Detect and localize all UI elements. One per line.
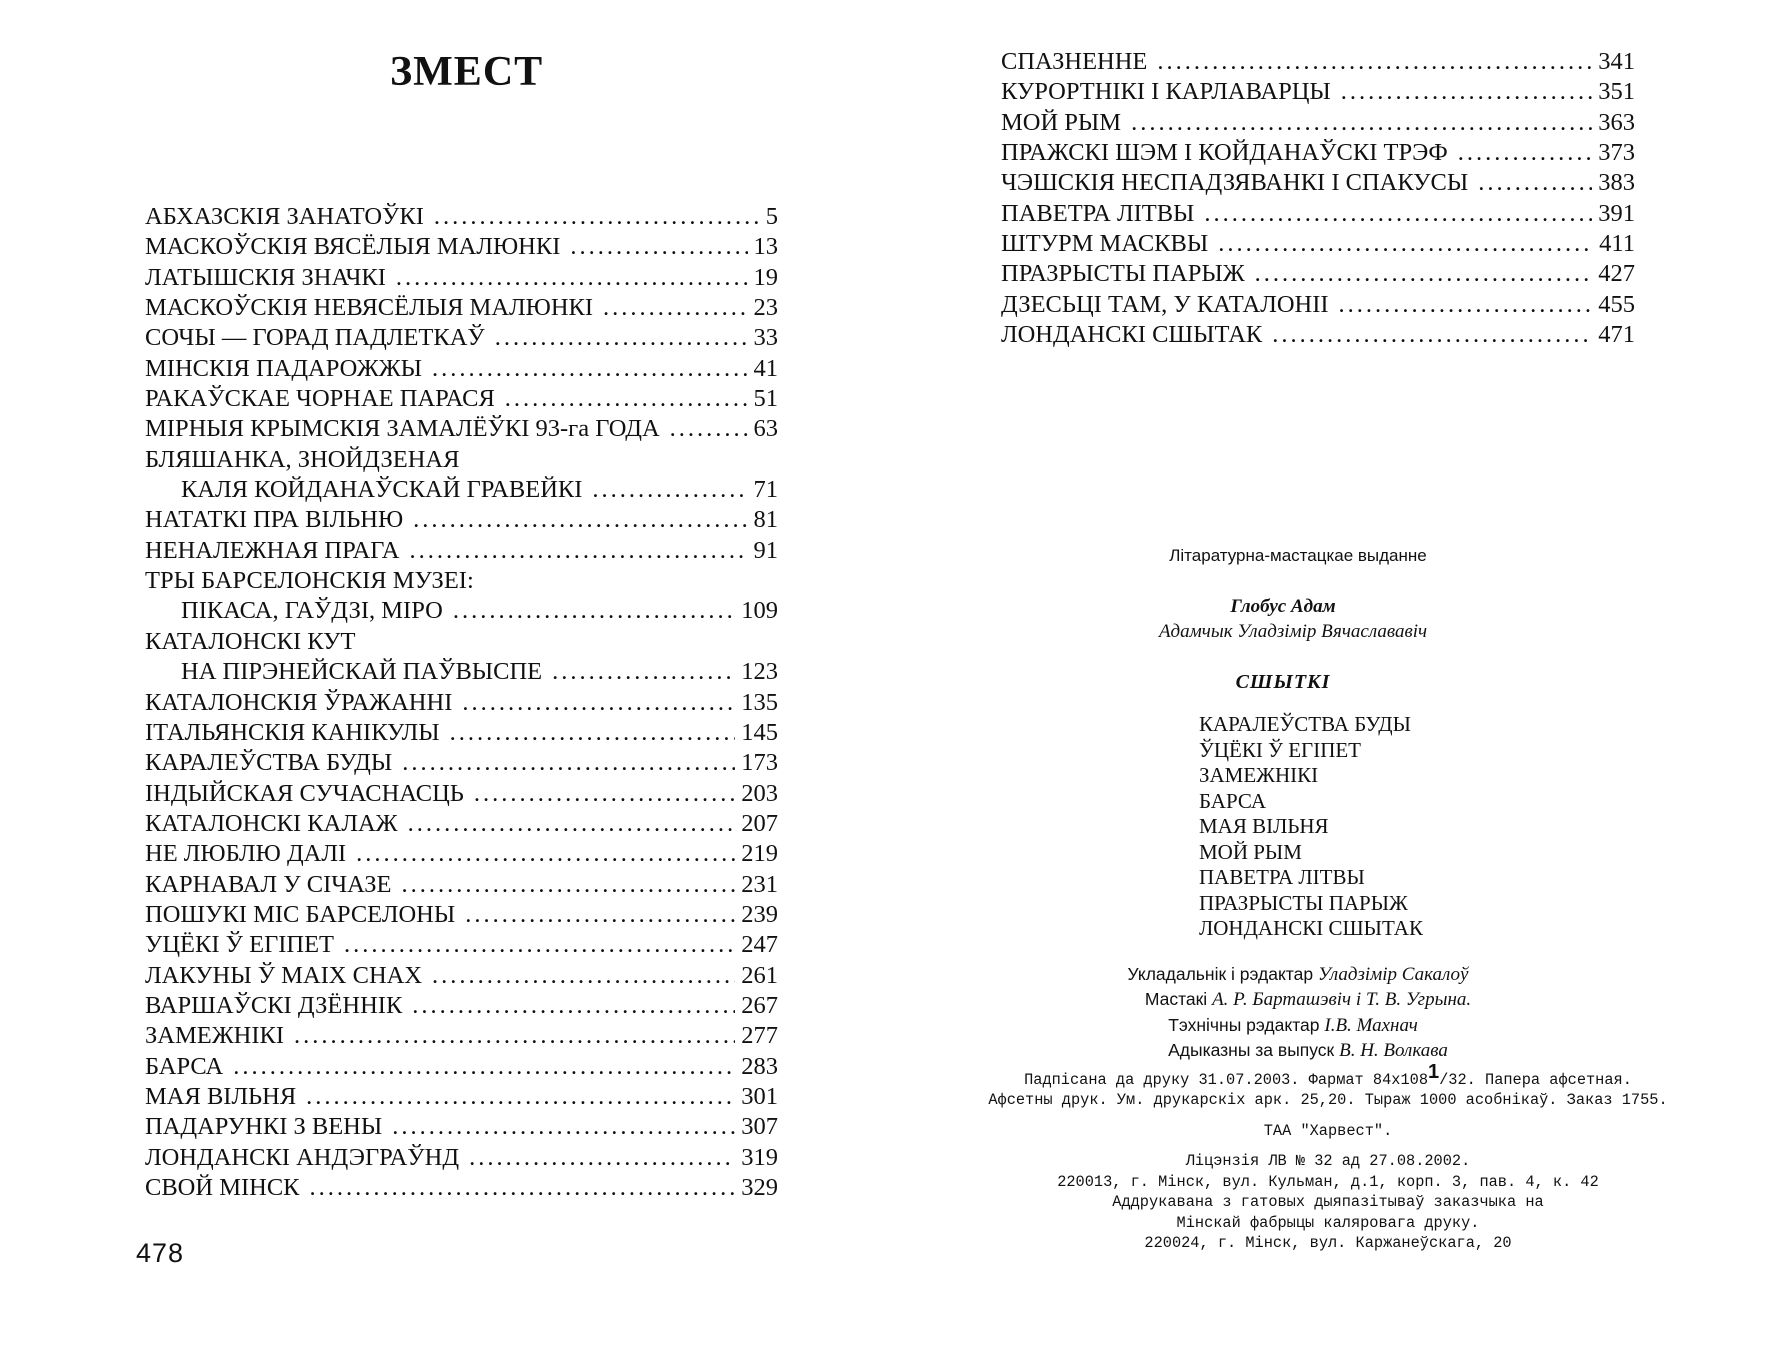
book-contents-list — [1199, 712, 1771, 942]
artists-credit — [845, 987, 1771, 1013]
toc-entry — [145, 688, 778, 718]
toc-entry-page: 283 — [741, 1052, 778, 1080]
credits — [885, 962, 1771, 1064]
publisher-name: ТАА "Харвест". — [1263, 1121, 1393, 1140]
toc-entry — [1001, 290, 1635, 320]
dot-leader — [1255, 259, 1593, 289]
toc-entry-page: 207 — [741, 809, 778, 837]
dot-leader — [450, 718, 736, 748]
toc-entry-title: ШТУРМ МАСКВЫ — [1001, 230, 1209, 258]
toc-entry — [145, 1112, 778, 1142]
page-number: 478 — [136, 1238, 185, 1268]
toc-entry-page: 51 — [753, 385, 778, 413]
dot-leader — [603, 293, 747, 323]
toc-entry-title: УЦЁКІ Ў ЕГІПЕТ — [145, 931, 335, 959]
toc-entry — [145, 718, 778, 748]
toc-entry-page: 5 — [765, 203, 778, 230]
toc-entry-title: АБХАЗСКІЯ ЗАНАТОЎКІ — [145, 203, 424, 230]
toc-entry-title: РАКАЎСКАЕ ЧОРНАЕ ПАРАСЯ — [145, 385, 495, 413]
book-contents-item: МАЯ ВІЛЬНЯ — [1199, 814, 1329, 838]
toc-entry-title: ПОШУКІ МІС БАРСЕЛОНЫ — [145, 900, 456, 928]
dot-leader — [1218, 229, 1593, 259]
print-run: Афсетны друк. Ум. друкарскіх арк. 25,20. Тыраж 1000 асобнікаў. Заказ 1755. — [988, 1091, 1668, 1109]
toc-entry-title: ПАДАРУНКІ З ВЕНЫ — [145, 1113, 383, 1141]
dot-leader — [434, 202, 760, 232]
toc-entry-title: НА ПІРЭНЕЙСКАЙ ПАЎВЫСПЕ — [181, 658, 543, 686]
book-contents-item: МОЙ РЫМ — [1199, 839, 1302, 864]
toc-entry — [145, 263, 778, 293]
toc-entry-title: МАЯ ВІЛЬНЯ — [145, 1082, 297, 1110]
dot-leader — [1339, 290, 1593, 320]
dot-leader — [670, 414, 748, 444]
toc-entry-title: ПРАЖСКІ ШЭМ І КОЙДАНАЎСКІ ТРЭФ — [1001, 139, 1448, 167]
toc-entry-page: 135 — [741, 688, 778, 716]
dot-leader — [505, 384, 748, 414]
toc-entry-title: КАТАЛОНСКІ КУТ — [145, 627, 356, 655]
toc-entry-page: 307 — [741, 1113, 778, 1141]
toc-heading: ЗМЕСТ — [390, 49, 544, 95]
dot-leader — [552, 657, 735, 687]
publication-genre: Літаратурна-мастацкае выданне — [1169, 546, 1427, 565]
toc-entry-title: КАРНАВАЛ У СІЧАЗЕ — [145, 870, 392, 898]
toc-entry-page: 81 — [753, 506, 778, 534]
toc-entry-title: МІНСКІЯ ПАДАРОЖЖЫ — [145, 354, 423, 382]
dot-leader — [233, 1052, 735, 1082]
toc-entry-title: БЛЯШАНКА, ЗНОЙДЗЕНАЯ — [145, 445, 460, 473]
toc-entry — [145, 323, 778, 353]
toc-entry — [145, 627, 778, 688]
toc-entry-page: 33 — [753, 324, 778, 352]
toc-entry-title: КАТАЛОНСКІ КАЛАЖ — [145, 809, 398, 837]
book-contents-item: ПРАЗРЫСТЫ ПАРЫЖ — [1199, 890, 1408, 915]
toc-entry-title: СОЧЫ — ГОРАД ПАДЛЕТКАЎ — [145, 324, 485, 352]
publication-details — [885, 1060, 1771, 1254]
toc-entry-title: ІТАЛЬЯНСКІЯ КАНІКУЛЫ — [145, 718, 440, 746]
toc-entry — [1001, 320, 1635, 350]
toc-entry-page: 427 — [1598, 260, 1635, 288]
dot-leader — [432, 354, 747, 384]
toc-entry-title: ІНДЫЙСКАЯ СУЧАСНАСЦЬ — [145, 779, 464, 807]
toc-entry — [145, 870, 778, 900]
format-fraction: 1 — [1428, 1060, 1440, 1083]
dot-leader — [310, 1173, 736, 1203]
dot-leader — [570, 232, 747, 262]
toc-entry-title: МІРНЫЯ КРЫМСКІЯ ЗАМАЛЁЎКІ 93-га ГОДА — [145, 415, 660, 443]
book-contents-item: ЎЦЁКІ Ў ЕГІПЕТ — [1199, 737, 1362, 762]
toc-entry — [145, 1082, 778, 1112]
author-full-name: Адамчык Уладзімір Вячаслававіч — [1158, 621, 1428, 642]
toc-entry-page: 23 — [753, 294, 778, 322]
signed-for-print — [885, 1060, 1771, 1091]
dot-leader — [474, 779, 735, 809]
toc-entry — [1001, 77, 1635, 107]
toc-entry-page: 373 — [1598, 139, 1635, 167]
dot-leader — [306, 1082, 735, 1112]
dot-leader — [356, 839, 735, 869]
toc-entry-page: 231 — [741, 870, 778, 898]
toc-entry-page: 71 — [753, 476, 778, 504]
toc-entry — [145, 232, 778, 262]
dot-leader — [1272, 320, 1592, 350]
book-contents-item: ЗАМЕЖНІКІ — [1199, 763, 1319, 787]
toc-entry-page: 455 — [1598, 290, 1635, 318]
toc-list-left — [145, 202, 778, 1203]
tech-editor-name: І.В. Махнач — [1324, 1014, 1418, 1036]
book-contents-item: ПАВЕТРА ЛІТВЫ — [1199, 865, 1365, 889]
artists-label: Мастакі — [1144, 989, 1208, 1009]
toc-entry-page: 341 — [1598, 48, 1635, 75]
toc-entry-title: ВАРШАЎСКІ ДЗЁННІК — [145, 991, 403, 1019]
toc-entry-page: 383 — [1598, 169, 1635, 197]
dot-leader — [392, 1112, 735, 1142]
dot-leader — [1131, 108, 1592, 138]
book-contents-item: ЛОНДАНСКІ СШЫТАК — [1199, 916, 1423, 940]
toc-entry — [145, 536, 778, 566]
editor-label: Укладальнік і рэдактар — [1127, 963, 1314, 984]
dot-leader — [408, 809, 736, 839]
toc-entry — [145, 414, 778, 444]
signed-text-end: /32. Папера афсетная. — [1439, 1070, 1632, 1089]
responsible-credit — [845, 1038, 1771, 1064]
artists-names: А. Р. Барташэвіч і Т. В. Угрына. — [1212, 989, 1472, 1010]
dot-leader — [1204, 199, 1592, 229]
printed-by-line-1: Аддрукавана з гатовых дыяпазітываў заказчыка на — [1112, 1193, 1544, 1211]
dot-leader — [495, 323, 748, 353]
toc-entry-title: КАЛЯ КОЙДАНАЎСКАЙ ГРАВЕЙКІ — [181, 476, 583, 504]
toc-entry-title: ЗАМЕЖНІКІ — [145, 1022, 285, 1050]
toc-entry — [145, 1021, 778, 1051]
toc-entry-page: 145 — [741, 718, 778, 746]
toc-entry-title: ЛАТЫШСКІЯ ЗНАЧКІ — [145, 263, 386, 291]
publisher-address: 220013, г. Мінск, вул. Кульман, д.1, корп. 3, пав. 4, к. 42 — [1057, 1172, 1599, 1191]
tech-editor-credit — [815, 1013, 1771, 1039]
license-line: Ліцэнзія ЛВ № 32 ад 27.08.2002. — [1185, 1152, 1471, 1170]
toc-entry-page: 109 — [741, 597, 778, 625]
signed-text: Падпісана да друку 31.07.2003. Фармат 84х108 — [1024, 1070, 1428, 1089]
editor-credit — [825, 962, 1771, 988]
toc-entry-title: КАРАЛЕЎСТВА БУДЫ — [145, 749, 393, 777]
dot-leader — [344, 930, 735, 960]
toc-entry-title: КУРОРТНІКІ І КАРЛАВАРЦЫ — [1001, 78, 1331, 106]
imprint-block — [885, 542, 1771, 1254]
book-title: СШЫТКІ — [1235, 671, 1331, 693]
toc-entry — [145, 961, 778, 991]
toc-entry-title: ЛОНДАНСКІ СШЫТАК — [1001, 321, 1263, 349]
dot-leader — [469, 1143, 735, 1173]
editor-name: Уладзімір Сакалоў — [1317, 963, 1469, 985]
toc-entry — [1001, 138, 1635, 168]
toc-entry — [145, 930, 778, 960]
toc-entry-page: 219 — [741, 840, 778, 868]
dot-leader — [592, 475, 747, 505]
toc-entry — [145, 839, 778, 869]
toc-entry-title: ДЗЕСЬЦІ ТАМ, У КАТАЛОНІІ — [1001, 290, 1329, 318]
toc-entry — [1001, 229, 1635, 259]
left-page — [0, 0, 885, 1356]
toc-entry — [1001, 47, 1635, 77]
toc-entry — [145, 809, 778, 839]
toc-entry-page: 267 — [741, 991, 778, 1019]
right-page — [885, 0, 1771, 1356]
toc-entry-title: МОЙ РЫМ — [1001, 108, 1122, 136]
toc-entry-page: 277 — [741, 1022, 778, 1050]
dot-leader — [294, 1021, 735, 1051]
dot-leader — [402, 748, 735, 778]
toc-entry — [1001, 168, 1635, 198]
toc-entry-page: 329 — [741, 1174, 778, 1201]
dot-leader — [462, 688, 735, 718]
toc-entry-page: 13 — [753, 233, 778, 261]
toc-entry-title: НЕ ЛЮБЛЮ ДАЛІ — [145, 840, 347, 868]
toc-entry — [1001, 199, 1635, 229]
toc-entry-page: 247 — [741, 931, 778, 959]
responsible-name: В. Н. Волкава — [1339, 1040, 1448, 1061]
toc-entry-page: 203 — [741, 779, 778, 807]
dot-leader — [432, 961, 735, 991]
author-pseudonym: Глобус Адам — [1230, 596, 1336, 617]
toc-entry-title: МАСКОЎСКІЯ ВЯСЁЛЫЯ МАЛЮНКІ — [145, 233, 561, 261]
dot-leader — [413, 505, 747, 535]
toc-entry — [145, 566, 778, 627]
toc-entry-title: ЛАКУНЫ Ў МАІХ СНАХ — [145, 961, 423, 989]
toc-entry — [145, 293, 778, 323]
dot-leader — [412, 991, 735, 1021]
toc-entry — [145, 354, 778, 384]
toc-entry — [145, 505, 778, 535]
toc-entry-title: ТРЫ БАРСЕЛОНСКІЯ МУЗЕІ: — [145, 567, 474, 595]
dot-leader — [1157, 47, 1592, 77]
toc-entry-title: НАТАТКІ ПРА ВІЛЬНЮ — [145, 506, 404, 534]
toc-entry-page: 411 — [1599, 230, 1635, 258]
toc-entry-title: НЕНАЛЕЖНАЯ ПРАГА — [145, 536, 400, 564]
responsible-label: Адыказны за выпуск — [1168, 1040, 1335, 1060]
dot-leader — [1478, 168, 1592, 198]
toc-entry-title: МАСКОЎСКІЯ НЕВЯСЁЛЫЯ МАЛЮНКІ — [145, 294, 594, 322]
toc-entry-page: 63 — [753, 415, 778, 443]
printed-by-line-2: Мінскай фабрыцы каляровага друку. — [1176, 1213, 1480, 1232]
toc-entry-title: БАРСА — [145, 1052, 224, 1080]
dot-leader — [410, 536, 748, 566]
toc-entry-title: СПАЗНЕННЕ — [1001, 48, 1148, 75]
toc-entry-page: 91 — [753, 536, 778, 564]
book-contents-item: БАРСА — [1199, 788, 1267, 813]
toc-entry — [145, 1173, 778, 1203]
toc-entry-page: 391 — [1598, 199, 1635, 227]
toc-entry-page: 363 — [1598, 108, 1635, 136]
toc-entry-title: ПІКАСА, ГАЎДЗІ, МІРО — [181, 597, 443, 625]
toc-entry — [1001, 108, 1635, 138]
toc-entry — [145, 900, 778, 930]
toc-entry-title: ПРАЗРЫСТЫ ПАРЫЖ — [1001, 260, 1245, 288]
toc-entry-title: СВОЙ МІНСК — [145, 1174, 300, 1201]
toc-entry-page: 319 — [741, 1143, 778, 1171]
toc-entry-title: ЧЭШСКІЯ НЕСПАДЗЯВАНКІ І СПАКУСЫ — [1001, 169, 1469, 197]
toc-entry-page: 19 — [753, 263, 778, 291]
toc-entry-title: КАТАЛОНСКІЯ ЎРАЖАННІ — [145, 688, 453, 716]
toc-entry-page: 41 — [753, 354, 778, 382]
dot-leader — [465, 900, 735, 930]
printer-address: 220024, г. Мінск, вул. Каржанеўскага, 20 — [1144, 1234, 1512, 1252]
dot-leader — [396, 263, 748, 293]
toc-entry-title: ЛОНДАНСКІ АНДЭГРАЎНД — [145, 1143, 460, 1171]
toc-entry — [145, 991, 778, 1021]
toc-entry — [145, 748, 778, 778]
toc-entry — [145, 445, 778, 506]
dot-leader — [453, 596, 735, 626]
toc-entry-page: 351 — [1598, 78, 1635, 106]
dot-leader — [1341, 77, 1592, 107]
tech-editor-label: Тэхнічны рэдактар — [1168, 1014, 1320, 1035]
toc-entry — [145, 1143, 778, 1173]
toc-entry-page: 261 — [741, 961, 778, 989]
toc-entry-page: 301 — [741, 1082, 778, 1110]
toc-entry-page: 239 — [741, 900, 778, 928]
book-contents-item: КАРАЛЕЎСТВА БУДЫ — [1199, 712, 1411, 736]
toc-list-right — [1001, 47, 1635, 350]
dot-leader — [402, 870, 736, 900]
toc-entry-page: 173 — [741, 749, 778, 777]
toc-entry — [1001, 259, 1635, 289]
toc-entry-page: 123 — [741, 658, 778, 686]
toc-entry-page: 471 — [1598, 321, 1635, 349]
dot-leader — [1458, 138, 1593, 168]
toc-entry — [145, 384, 778, 414]
toc-entry — [145, 1052, 778, 1082]
toc-entry-title: ПАВЕТРА ЛІТВЫ — [1001, 199, 1195, 227]
toc-entry — [145, 202, 778, 232]
toc-entry — [145, 779, 778, 809]
